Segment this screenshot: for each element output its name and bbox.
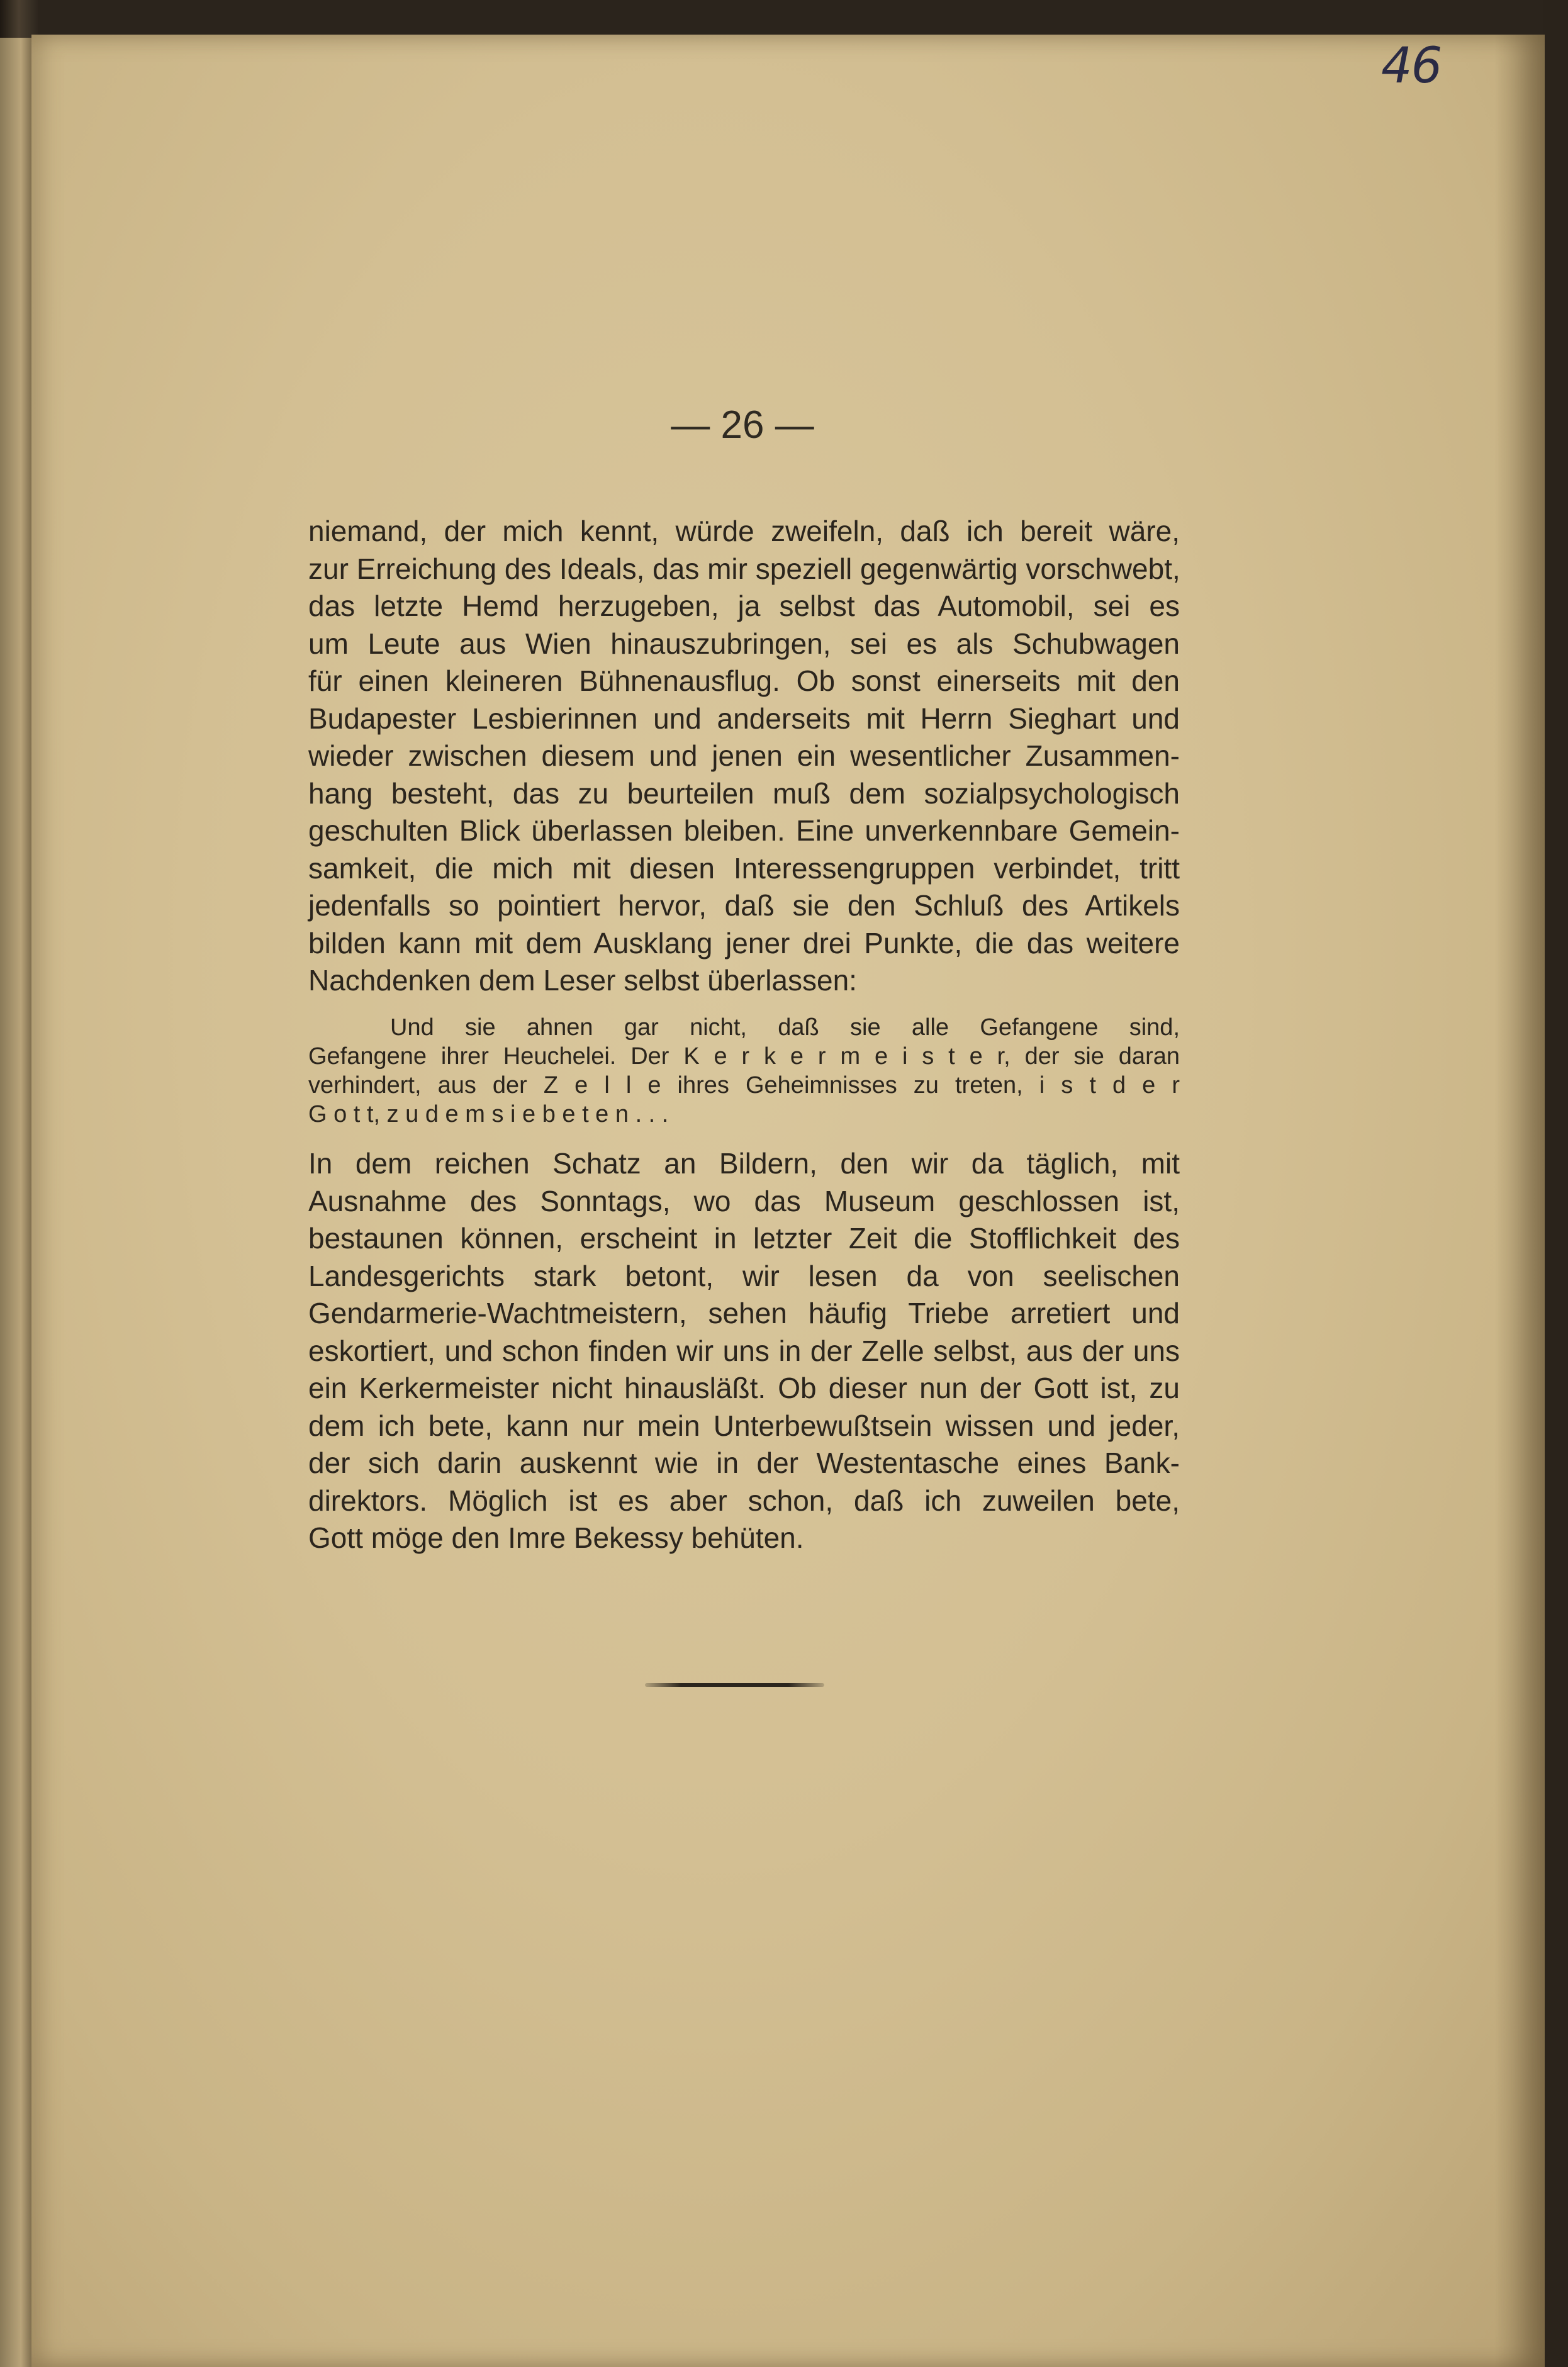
text-line: zur Erreichung des Ideals, das mir speziell gegenwärtig vorschwebt, xyxy=(308,552,1180,585)
text-line: der sich darin auskennt wie in der Westentasche eines Bank- xyxy=(308,1446,1180,1479)
scan-background-right xyxy=(1543,0,1568,2367)
text-line: um Leute aus Wien hinauszubringen, sei es als Schubwagen xyxy=(308,627,1180,660)
page-number: — 26 — xyxy=(671,403,814,447)
text-line: bestaunen können, erscheint in letzter Zeit die Stofflichkeit des xyxy=(308,1222,1180,1255)
quote-line: Und sie ahnen gar nicht, daß sie alle Gefangene sind, xyxy=(390,1014,1180,1041)
text-line: jedenfalls so pointiert hervor, daß sie den Schluß des Artikels xyxy=(308,889,1180,922)
text-line: In dem reichen Schatz an Bildern, den wir da täglich, mit xyxy=(308,1147,1180,1180)
text-line: niemand, der mich kennt, würde zweifeln, daß ich bereit wäre, xyxy=(308,515,1180,547)
quote-line: G o t t, z u d e m s i e b e t e n . . . xyxy=(308,1101,669,1128)
block-quote xyxy=(308,1013,1180,1129)
text-line: Nachdenken dem Leser selbst überlassen: xyxy=(308,964,857,997)
text-line: ein Kerkermeister nicht hinausläßt. Ob dieser nun der Gott ist, zu xyxy=(308,1372,1180,1404)
end-of-text-rule xyxy=(645,1683,824,1687)
text-line: Budapester Lesbierinnen und anderseits mit Herrn Sieghart und xyxy=(308,702,1180,735)
text-line: direktors. Möglich ist es aber schon, daß ich zuweilen bete, xyxy=(308,1484,1180,1517)
text-line: hang besteht, das zu beurteilen muß dem sozialpsychologisch xyxy=(308,776,1180,810)
quote-line: verhindert, aus der Z e l l e ihres Geheimnisses zu treten, i s t d e r xyxy=(308,1072,1180,1099)
paragraph-2 xyxy=(308,1145,1180,1557)
text-line: Landesgerichts stark betont, wir lesen da von seelischen xyxy=(308,1259,1180,1292)
text-line: Gendarmerie-Wachtmeistern, sehen häufig Triebe arretiert und xyxy=(308,1297,1180,1329)
text-line: Gott möge den Imre Bekessy behüten. xyxy=(308,1521,804,1554)
text-line: Ausnahme des Sonntags, wo das Museum geschlossen ist, xyxy=(308,1184,1180,1217)
page-shadow xyxy=(1494,35,1545,2367)
quote-line: Gefangene ihrer Heuchelei. Der K e r k e r m e i s t e r, der sie daran xyxy=(308,1043,1180,1070)
text-line: samkeit, die mich mit diesen Interessengruppen verbindet, tritt xyxy=(308,851,1180,885)
text-line: geschulten Blick überlassen bleiben. Eine unverkennbare Gemein- xyxy=(308,814,1180,847)
text-line: bilden kann mit dem Ausklang jener drei Punkte, die das weitere xyxy=(308,926,1180,960)
scan-background-top xyxy=(0,0,1568,38)
text-line: eskortiert, und schon finden wir uns in der Zelle selbst, aus der uns xyxy=(308,1334,1180,1367)
paragraph-1 xyxy=(308,513,1180,1000)
handwritten-folio-number: 46 xyxy=(1381,38,1442,94)
text-line: wieder zwischen diesem und jenen ein wesentlicher Zusammen- xyxy=(308,739,1180,772)
text-line: dem ich bete, kann nur mein Unterbewußtsein wissen und jeder, xyxy=(308,1409,1180,1442)
previous-page-edge xyxy=(0,38,35,2367)
text-line: das letzte Hemd herzugeben, ja selbst das Automobil, sei es xyxy=(308,590,1180,622)
text-line: für einen kleineren Bühnenausflug. Ob sonst einerseits mit den xyxy=(308,664,1180,697)
